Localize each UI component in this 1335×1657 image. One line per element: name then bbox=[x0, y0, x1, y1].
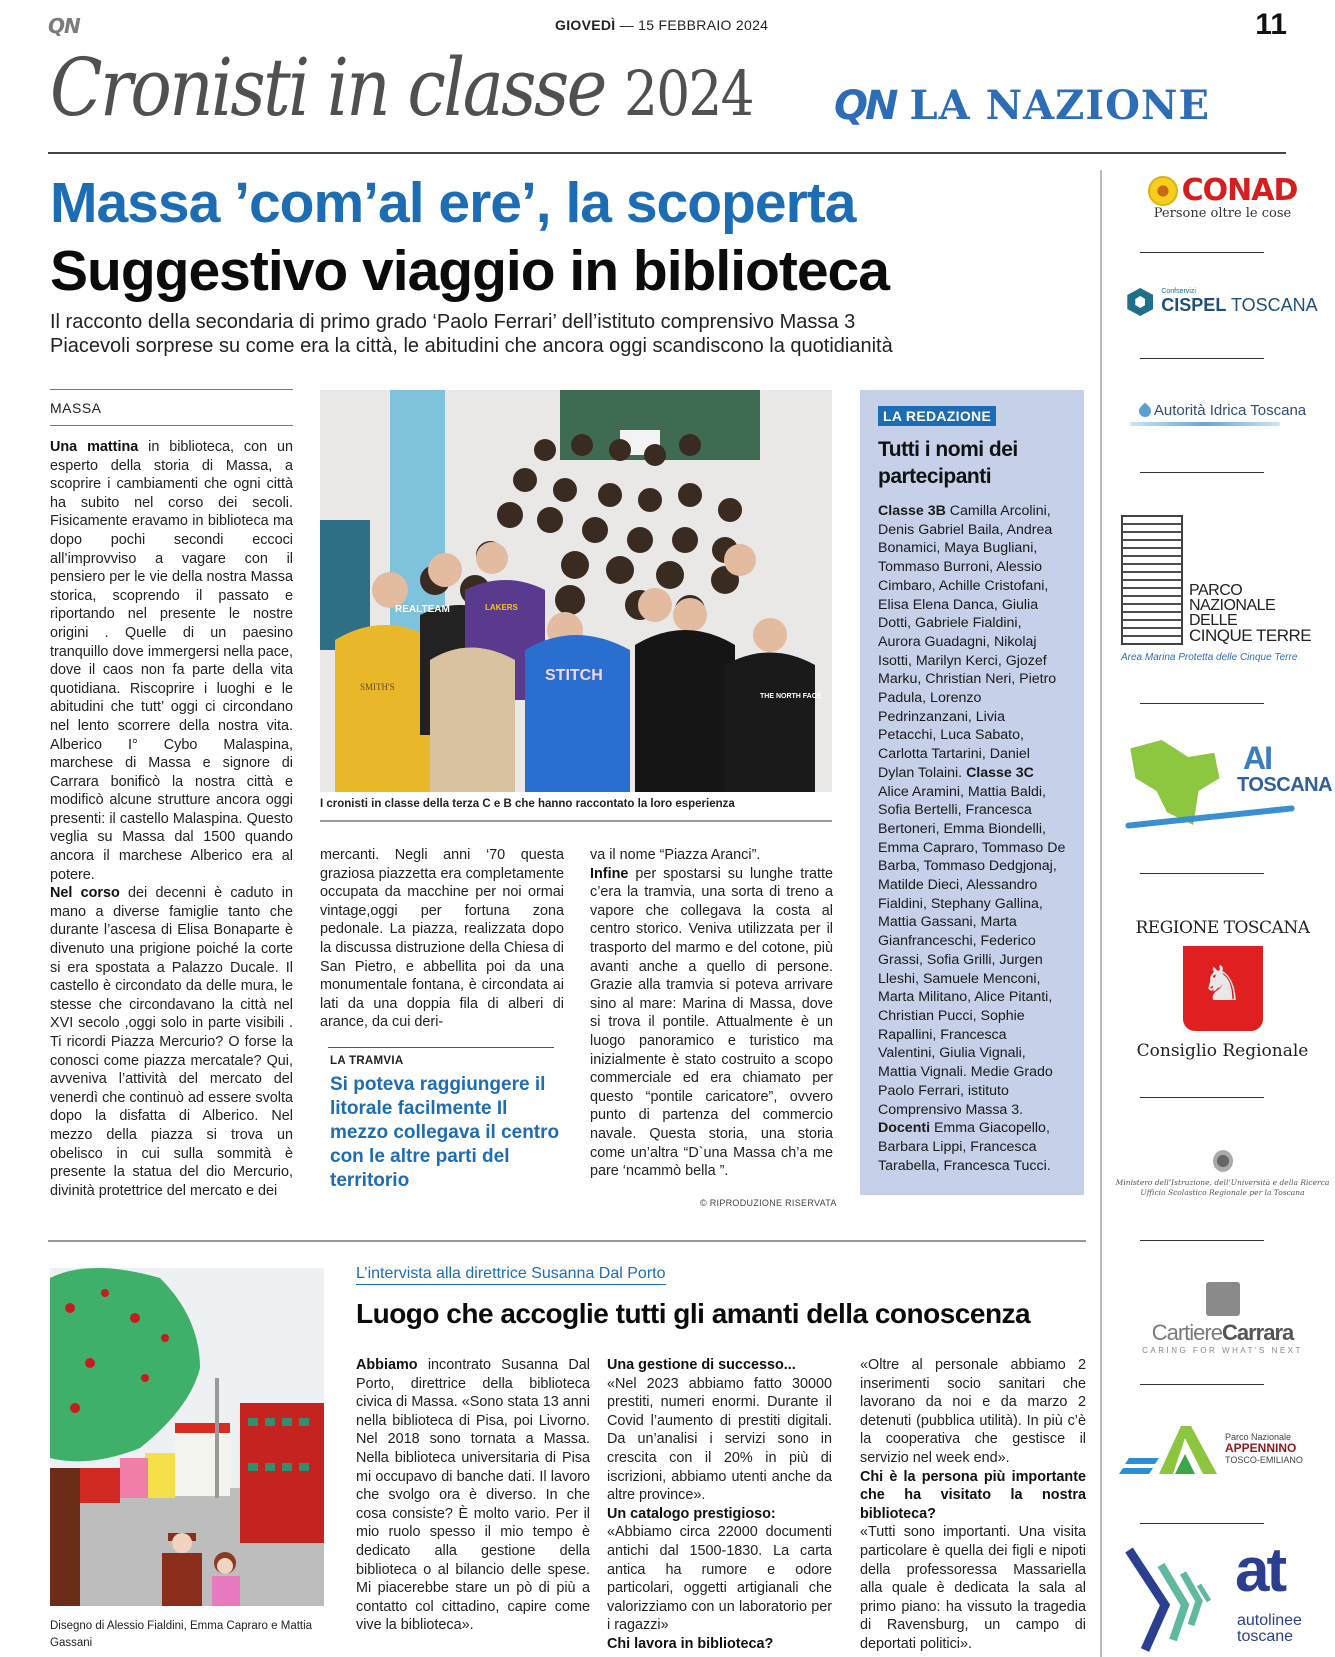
dateline: MASSA bbox=[50, 400, 102, 416]
participant-names bbox=[878, 502, 1066, 1175]
section-masthead bbox=[50, 41, 753, 134]
tramvia-pullquote: Si poteva raggiungere il litorale facilmente Il mezzo collegava il centro con le altre parti del territorio bbox=[330, 1074, 560, 1191]
article-column-1 bbox=[50, 438, 293, 1200]
issue-date bbox=[555, 17, 768, 33]
student-drawing bbox=[50, 1268, 324, 1606]
shirt-text: SMITH'S bbox=[360, 682, 395, 692]
sponsor-cispel bbox=[1115, 288, 1330, 316]
sponsor-separator bbox=[1140, 1523, 1264, 1524]
headline-main: Suggestivo viaggio in biblioteca bbox=[50, 239, 889, 303]
paragraph-text: va il nome “Piazza Aranci”. bbox=[590, 847, 761, 863]
sponsor-separator bbox=[1140, 1240, 1264, 1241]
ministero-line: Ministero dell’Istruzione, dell’Università e della Ricerca bbox=[1115, 1178, 1330, 1187]
sponsor-separator bbox=[1140, 1097, 1264, 1098]
qn-logo: QN bbox=[834, 82, 896, 129]
ministero-line: Ufficio Scolastico Regionale per la Toscana bbox=[1140, 1188, 1305, 1197]
cartiere-bold: Carrara bbox=[1221, 1320, 1294, 1345]
republic-emblem-icon bbox=[1213, 1150, 1233, 1172]
group-photo-illustration bbox=[320, 390, 832, 792]
autolinee-line: autolinee bbox=[1237, 1612, 1302, 1629]
lead-in: Infine bbox=[590, 865, 629, 882]
appennino-mountain-icon bbox=[1119, 1420, 1219, 1475]
sponsor-autorita-idrica bbox=[1115, 402, 1330, 419]
tramvia-kicker: LA TRAMVIA bbox=[330, 1055, 404, 1067]
copyright-notice: © RIPRODUZIONE RISERVATA bbox=[700, 1198, 837, 1208]
sponsor-ai-toscana bbox=[1115, 740, 1333, 835]
swoosh-icon bbox=[1125, 805, 1295, 829]
sponsor-separator bbox=[1140, 472, 1264, 473]
autolinee-line: toscane bbox=[1237, 1628, 1294, 1645]
pegasus-shield-icon bbox=[1183, 946, 1263, 1031]
cartiere-emblem-icon bbox=[1206, 1282, 1240, 1316]
sidebar-divider bbox=[1100, 170, 1102, 1657]
cartiere-light: Cartiere bbox=[1151, 1320, 1222, 1345]
cispel-bold: CISPEL bbox=[1161, 295, 1226, 315]
docenti-label: Docenti bbox=[878, 1120, 931, 1137]
article-column-2 bbox=[320, 846, 564, 1032]
paragraph-text: dei decenni è caduto in mano a diverse famiglie tanto che durante l’ascesa di Elisa Bonaparte è divenuto una prigione poiché la corte si era spostata a Palazzo Ducale. Il castello è circondato da delle mura, le stesse che circondavano la città nel XVI secolo ,oggi solo in parte visibili . Ti ricordi Piazza Mercurio? O forse la conosci come piazza mercatale? Qui, avveniva l’attività del mercato del venerdì che continuò ad essere svolta dopo la disfatta di Alberico. Nel mezzo della piazza si trova un obelisco in cui sulla sommità è presente la statua del dio Mercurio, divinità protettrice del mercato e dei bbox=[50, 885, 293, 1199]
cartiere-tagline: CARING FOR WHAT'S NEXT bbox=[1142, 1346, 1303, 1355]
ai-toscana-name: TOSCANA bbox=[1237, 774, 1333, 796]
group-photo bbox=[320, 390, 832, 792]
conad-wordmark: CONAD bbox=[1181, 173, 1298, 208]
dateline-rule-top bbox=[50, 389, 293, 390]
sponsor-cartiere-carrara bbox=[1115, 1282, 1330, 1355]
section-divider bbox=[48, 1240, 1086, 1242]
sponsor-conad bbox=[1115, 173, 1330, 221]
tuscany-map-icon bbox=[1125, 740, 1230, 825]
redazione-box bbox=[860, 390, 1084, 1195]
masthead-title: Cronisti in classe bbox=[50, 41, 605, 134]
dateline-rule-bottom bbox=[50, 425, 293, 426]
headline-kicker: Massa ’com’al ere’, la scoperta bbox=[50, 171, 856, 235]
redazione-tag: LA REDAZIONE bbox=[878, 406, 996, 426]
conad-tagline: Persone oltre le cose bbox=[1153, 206, 1292, 221]
masthead-year: 2024 bbox=[624, 57, 753, 130]
interview-kicker: L’intervista alla direttrice Susanna Dal Porto bbox=[356, 1265, 666, 1285]
class-label: Classe 3C bbox=[966, 764, 1034, 781]
water-drop-icon bbox=[1136, 402, 1153, 419]
lead-in: Abbiamo bbox=[356, 1357, 418, 1373]
sponsor-autolinee-toscane bbox=[1115, 1536, 1330, 1655]
qn-small-logo: QN bbox=[48, 14, 80, 38]
subhead-line-1: Il racconto della secondaria di primo grado ‘Paolo Ferrari’ dell’istituto comprensivo Massa 3 bbox=[50, 311, 856, 333]
sponsor-separator bbox=[1140, 873, 1264, 874]
weekday: GIOVEDÌ bbox=[555, 17, 616, 33]
tramvia-rule bbox=[328, 1047, 554, 1048]
la-nazione-logo: LA NAZIONE bbox=[909, 82, 1210, 129]
class-names: Alice Aramini, Mattia Baldi, Sofia Bertelli, Francesca Bertoneri, Emma Biondelli, Emma Capraro, Tommaso De Barba, Tommaso Dedgjonaj, Matilde Dieci, Alessandro Fialdini, Stephany Gallina, Mattia Gassani, Marta Gianfranceschi, Federico Grassi, Sofia Grilli, Jurgen Lleshi, Samuele Menconi, Marta Militano, Alice Pitanti, Christian Pucci, Sophie Rapallini, Francesca Valentini, Giulia Vignali, Mattia Vignali. Medie Grado Paolo Ferrari, istituto Comprensivo Massa 3. bbox=[878, 783, 1066, 1118]
drawing-illustration bbox=[50, 1268, 324, 1606]
class-label: Classe 3B bbox=[878, 503, 946, 519]
sponsor-separator bbox=[1140, 1384, 1264, 1385]
date-text: 15 FEBBRAIO 2024 bbox=[638, 17, 769, 33]
shirt-text: REALTEAM bbox=[395, 604, 450, 615]
question: Chi è la persona più importante che ha visitato la nostra biblioteca? bbox=[860, 1468, 1086, 1522]
paragraph-text: incontrato Susanna Dal Porto, direttrice della biblioteca civica di Massa. «Sono stata 13 anni nella biblioteca di Pisa, poi Livorno. Nel 2018 sono tornata a Massa. Nella biblioteca universitaria di Pisa mi occupavo di banche dati. Il lavoro che svolgo ora è diverso. In che cosa consiste? È molto vario. Per il mio ruolo spesso il mio tempo è dedicato alla gestione della biblioteca o al bilancio delle spese. Mi piacerebbe stare un pò di più a contatto col cittadino, capire come vive la biblioteca». bbox=[356, 1357, 590, 1634]
answer: «Nel 2023 abbiamo fatto 30000 prestiti, numeri enormi. Durante il Covid l’aumento di prestiti digitali. Da un’analisi i servizi sono in crescita con il 20% in più di iscrizioni, abbiamo utenti anche da altre province». bbox=[607, 1375, 832, 1504]
cispel-small: Confservizi bbox=[1161, 288, 1196, 295]
cinque-line: NAZIONALE bbox=[1189, 597, 1276, 614]
sponsor-parco-appennino bbox=[1115, 1420, 1330, 1480]
paragraph-text: per spostarsi su lunghe tratte c’era la tramvia, una sorta di treno a vapore che collegava la costa al centro storico. Veniva utilizzata per il trasporto del marmo e del cotone, più avanti anche a quello di persone. Grazie alla tramvia si poteva arrivare sino al mare: Marina di Massa, dove si trova il pontile. Attualmente è un luogo panoramico e turistico ma inizialmente è stato costruito a scopo commerciale ed era chiamato per questo “pontile caricatore”, ovvero punto di partenza del commercio navale. Questa storia, una storia come un’altra “D`una Massa ch’a me pare ‘ncammò bella ”. bbox=[590, 865, 833, 1180]
shirt-text: THE NORTH FACE bbox=[760, 693, 822, 700]
shirt-text: STITCH bbox=[545, 667, 603, 684]
question: Chi lavora in biblioteca? bbox=[607, 1635, 774, 1652]
drawing-caption: Disegno di Alessio Fialdini, Emma Capraro e Mattia Gassani bbox=[50, 1620, 313, 1649]
cinque-line: PARCO bbox=[1189, 582, 1243, 599]
wave-icon bbox=[1130, 422, 1280, 426]
answer: «Tutti sono importanti. Una visita particolare è quella dei figli e nipoti della professoressa Massariella alla quale è dedicata la sala al primo piano: ha vissuto la tragedia di Ravensburg, un campo di deportati politici». bbox=[860, 1524, 1086, 1652]
sponsor-regione-toscana bbox=[1115, 918, 1330, 1061]
cinque-line: CINQUE TERRE bbox=[1189, 626, 1312, 645]
question: Un catalogo prestigioso: bbox=[607, 1505, 776, 1522]
question: Una gestione di successo... bbox=[607, 1357, 796, 1373]
caption-rule bbox=[320, 820, 832, 822]
sponsor-separator bbox=[1140, 252, 1264, 253]
cispel-light: TOSCANA bbox=[1231, 295, 1318, 315]
redazione-title: Tutti i nomi dei partecipanti bbox=[878, 438, 1018, 488]
answer: «Abbiamo circa 22000 documenti antichi dal 1500-1830. La carta antica ha rumore e odore particolari, oggetti artigianali che valorizziamo con un laboratorio per i ragazzi» bbox=[607, 1524, 832, 1634]
article-column-3 bbox=[590, 846, 833, 1181]
hexagon-icon bbox=[1127, 288, 1153, 316]
interview-headline: Luogo che accoglie tutti gli amanti della conoscenza bbox=[356, 1298, 1031, 1329]
regione-name: REGIONE TOSCANA bbox=[1135, 918, 1310, 938]
subheadline bbox=[50, 310, 950, 358]
appennino-line: Parco Nazionale bbox=[1225, 1432, 1292, 1442]
autolinee-mark: at bbox=[1235, 1536, 1285, 1605]
cinque-subtitle: Area Marina Protetta delle Cinque Terre bbox=[1121, 652, 1298, 663]
regione-subtitle: Consiglio Regionale bbox=[1136, 1041, 1309, 1061]
ait-name: Autorità Idrica Toscana bbox=[1153, 402, 1307, 419]
sponsor-separator bbox=[1140, 703, 1264, 704]
appennino-line: APPENNINO bbox=[1225, 1441, 1297, 1455]
date-separator: — bbox=[619, 17, 634, 33]
paragraph-text: in biblioteca, con un esperto della storia di Massa, a scoprire i cambiamenti che ogni città ha subito nel corso dei secoli. Fisicamente eravamo in biblioteca ma dopo pochi secondi eccoci all’improvviso a vagare con il pensiero per le vie della nostra Massa storica, scoprendo il passato e riportando nel presente le nostre origini . Quelle di un paesino tranquillo dove immergersi nella pace, dove il caos non fa parte della vita quotidiana. Riscoprire i luoghi e le abitudini che tutt’ oggi ci circondano nel lento scorrere della nostra vita. Alberico I° Cybo Malaspina, marchese di Massa e signore di Carrara bonificò la nostra città e modificò alcune strutture ancora oggi presenti: il castello Malaspina. Questo veglia su Massa dal 1500 quando ancora il marchese Alberico era al potere. bbox=[50, 439, 293, 883]
interview-column-1 bbox=[356, 1356, 590, 1635]
photo-caption: I cronisti in classe della terza C e B che hanno raccontato la loro esperienza bbox=[320, 798, 735, 810]
sponsor-separator bbox=[1140, 358, 1264, 359]
subhead-line-2: Piacevoli sorprese su come era la città, le abitudini che ancora oggi scandiscono la quotidianità bbox=[50, 335, 893, 357]
cinque-terre-emblem-icon bbox=[1121, 515, 1183, 645]
class-names: Camilla Arcolini, Denis Gabriel Baila, Andrea Bonamici, Maya Bugliani, Tommaso Burroni, Alessio Cimbaro, Achille Cristofani, Elisa Elena Danca, Giulia Dotti, Gabriele Fialdini, Aurora Guadagni, Nikolaj Isotti, Marilyn Kerci, Gjozef Marku, Christian Neri, Pietro Padula, Lorenzo Pedrinzanzani, Livia Petacchi, Luca Sabato, Carlotta Tartarini, Daniel Dylan Tolaini. bbox=[878, 503, 1057, 781]
appennino-line: TOSCO-EMILIANO bbox=[1225, 1455, 1303, 1465]
flower-icon bbox=[1148, 176, 1178, 206]
paragraph-text: mercanti. Negli anni ‘70 questa graziosa piazzetta era completamente occupata da macchine per noi ormai vintage,oggi per fortuna zona pedonale. La piazza, realizzata dopo la discussa distruzione della Chiesa di San Pietro, e abbellita poi da una monumentale fontana, è circondata ai lati da una doppia fila di alberi di arance, da cui deri- bbox=[320, 847, 564, 1031]
newspaper-brand bbox=[834, 82, 1210, 129]
header-divider bbox=[48, 152, 1286, 154]
sponsor-cinque-terre bbox=[1115, 515, 1330, 665]
sponsor-ministero bbox=[1115, 1150, 1330, 1198]
interview-column-2 bbox=[607, 1356, 832, 1654]
lead-in: Una mattina bbox=[50, 439, 139, 455]
autolinee-road-icon bbox=[1125, 1545, 1220, 1655]
cinque-line: DELLE bbox=[1189, 612, 1238, 629]
interview-column-3 bbox=[860, 1356, 1086, 1654]
answer: «Oltre al personale abbiamo 2 inserimenti socio sanitari che lavorano da noi e da marzo 2 detenuti (pubblica utilità). In più c’è la cooperativa che gestisce il servizio nel week end». bbox=[860, 1357, 1086, 1466]
ai-mark: AI bbox=[1243, 740, 1271, 776]
shirt-text: LAKERS bbox=[485, 603, 518, 612]
page-number: 11 bbox=[1255, 8, 1287, 41]
lead-in: Nel corso bbox=[50, 885, 120, 902]
docenti-names: Emma Giacopello, Barbara Lippi, Francesca Tarabella, Francesca Tucci. bbox=[878, 1120, 1051, 1174]
